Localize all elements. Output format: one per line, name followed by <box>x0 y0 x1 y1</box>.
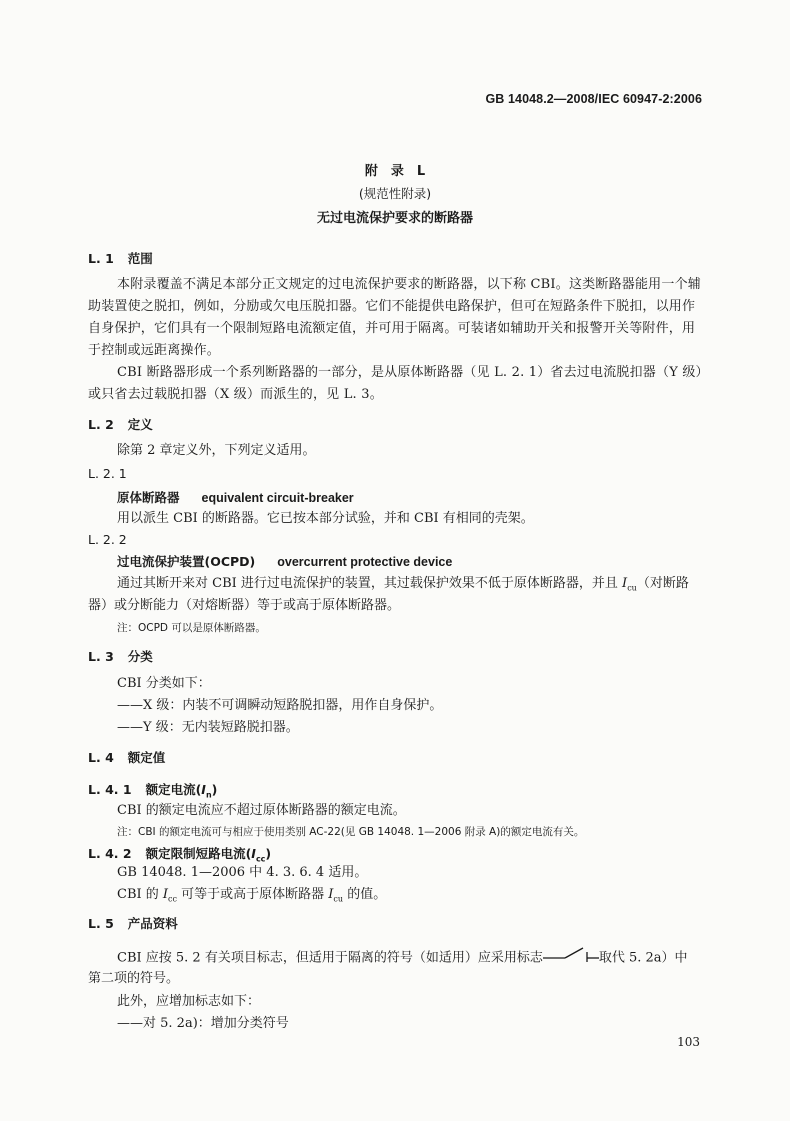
section-l5-paragraph-2: 此外，应增加标志如下： <box>117 994 261 1009</box>
section-l1-heading <box>88 249 153 267</box>
annex-title: 附 录 L <box>364 164 426 179</box>
current-subscript: cc <box>255 854 266 864</box>
section-l2-paragraph: 除第 2 章定义外，下列定义适用。 <box>117 443 316 458</box>
section-title: 定义 <box>127 417 153 432</box>
text-run: （对断路 <box>636 576 689 591</box>
clause-l22-number: L. 2. 2 <box>88 532 127 547</box>
clause-l41-note: 注：CBI 的额定电流可与相应于使用类别 AC-22(见 GB 14048. 1—2006 附录 A)的额定电流有关。 <box>117 826 585 838</box>
current-subscript: cu <box>627 583 637 593</box>
annex-category: (规范性附录) <box>358 186 432 201</box>
current-subscript: cc <box>168 894 178 904</box>
text-run: CBI 的 <box>117 887 163 902</box>
text-run: 通过其断开来对 CBI 进行过电流保护的装置，其过载保护效果不低于原体断路器，并且 <box>117 576 623 591</box>
section-title: 产品资料 <box>127 916 178 931</box>
clause-title-close: ) <box>211 782 218 797</box>
clause-number: L. 4. 2 <box>88 846 132 861</box>
clause-title: 额定限制短路电流( <box>145 846 252 861</box>
page-number: 103 <box>677 1035 700 1049</box>
section-l3-paragraph: CBI 分类如下： <box>117 676 211 691</box>
clause-l21-definition: 用以派生 CBI 的断路器。它已按本部分试验，并和 CBI 有相同的壳架。 <box>117 511 534 526</box>
text-run: 的值。 <box>343 887 387 902</box>
current-symbol: I <box>622 576 628 591</box>
current-symbol: I <box>201 782 206 797</box>
term-chinese: 过电流保护装置(OCPD) <box>117 554 256 569</box>
current-subscript: n <box>205 790 212 800</box>
section-title: 分类 <box>127 649 153 664</box>
section-l3-heading <box>88 647 153 665</box>
section-l5-item: ——对 5. 2a)：增加分类符号 <box>117 1016 289 1031</box>
section-number: L. 3 <box>88 649 114 664</box>
section-l1-paragraph-1: 本附录覆盖不满足本部分正文规定的过电流保护要求的断路器，以下称 CBI。这类断路器能用一个辅助装置使之脱扣，例如，分励或欠电压脱扣器。它们不能提供电路保护，但可在短路条件下脱扣，以用作自身保护，它们具有一个限制短路电流额定值，并可用于隔离。可装诸如辅助开关和报警开关等附件，用于控制或远距离操作。 <box>88 277 701 358</box>
section-title: 额定值 <box>127 750 166 765</box>
clause-l42-text-1: GB 14048. 1—2006 中 4. 3. 6. 4 适用。 <box>117 865 368 880</box>
section-number: L. 4 <box>88 750 114 765</box>
clause-l21-number: L. 2. 1 <box>88 466 127 481</box>
section-l5-heading <box>88 914 178 932</box>
clause-l42-heading <box>88 844 271 864</box>
term-english: overcurrent protective device <box>277 555 453 569</box>
section-l5-paragraph-line-2: 第二项的符号。 <box>88 971 180 986</box>
clause-l22-note: 注：OCPD 可以是原体断路器。 <box>117 622 266 634</box>
clause-l41-text: CBI 的额定电流应不超过原体断路器的额定电流。 <box>117 803 406 818</box>
text-run: 取代 5. 2a）中 <box>598 950 688 966</box>
term-english: equivalent circuit-breaker <box>201 491 354 505</box>
clause-l22-definition-line-2: 器）或分断能力（对熔断器）等于或高于原体断路器。 <box>88 598 401 613</box>
clause-l42-text-2 <box>117 884 386 911</box>
section-number: L. 1 <box>88 251 114 266</box>
clause-number: L. 4. 1 <box>88 782 132 797</box>
current-subscript: cu <box>333 894 344 904</box>
section-l4-heading <box>88 748 165 766</box>
classification-item-x: ——X 级：内装不可调瞬动短路脱扣器，用作自身保护。 <box>117 698 443 713</box>
clause-l41-heading <box>88 780 217 800</box>
section-number: L. 5 <box>88 916 114 931</box>
section-l5-paragraph-line-1 <box>117 946 688 970</box>
isolation-symbol-icon <box>543 946 599 970</box>
term-chinese: 原体断路器 <box>117 490 180 505</box>
text-run: CBI 应按 5. 2 有关项目标志，但适用于隔离的符号（如适用）应采用标志 <box>117 950 543 966</box>
standard-code: GB 14048.2—2008/IEC 60947-2:2006 <box>485 92 702 106</box>
current-symbol: I <box>328 887 334 902</box>
current-symbol: I <box>251 846 256 861</box>
clause-title: 额定电流( <box>145 782 202 797</box>
section-number: L. 2 <box>88 417 114 432</box>
current-symbol: I <box>162 887 169 902</box>
clause-l21-term <box>117 488 354 506</box>
section-title: 范围 <box>127 251 153 266</box>
section-l2-heading <box>88 415 153 433</box>
clause-title-close: ) <box>265 846 272 861</box>
classification-item-y: ——Y 级：无内装短路脱扣器。 <box>117 720 299 735</box>
annex-heading: 无过电流保护要求的断路器 <box>316 211 473 226</box>
text-run: 可等于或高于原体断路器 <box>177 887 329 902</box>
clause-l22-term <box>117 552 452 570</box>
section-l1-paragraph-2: CBI 断路器形成一个系列断路器的一部分，是从原体断路器（见 L. 2. 1）省去过电流脱扣器（Y 级）或只省去过载脱扣器（X 级）而派生的，见 L. 3。 <box>88 365 703 402</box>
